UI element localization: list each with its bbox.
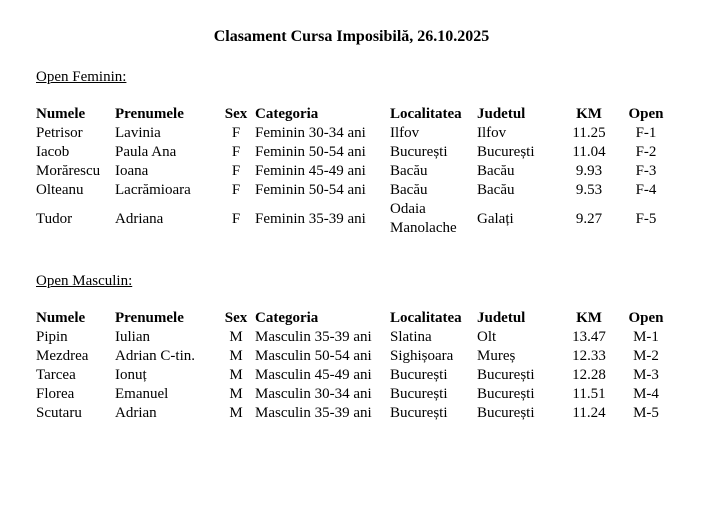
cell-sex: M	[229, 367, 243, 383]
cell-categoria: Feminin 50-54 ani	[255, 182, 366, 198]
column-header-localitatea: Localitatea	[390, 310, 462, 326]
cell-prenumele: Ioana	[115, 163, 149, 179]
section-open-feminin	[0, 69, 703, 238]
column-header-localitatea: Localitatea	[390, 106, 462, 122]
results-table-masculin	[36, 309, 678, 423]
table-row	[36, 347, 678, 366]
cell-localitatea: Sighișoara	[390, 348, 454, 364]
cell-open: F-3	[635, 163, 657, 179]
cell-numele: Petrisor	[36, 125, 83, 141]
cell-categoria: Masculin 30-34 ani	[255, 386, 372, 402]
results-table-feminin	[36, 105, 678, 238]
cell-open: M-4	[633, 386, 659, 402]
cell-sex: F	[231, 163, 241, 179]
cell-km: 9.93	[575, 163, 603, 179]
cell-sex: F	[231, 125, 241, 141]
cell-km: 11.24	[572, 405, 606, 421]
cell-prenumele: Ionuț	[115, 367, 147, 383]
cell-localitatea: București	[390, 405, 448, 421]
cell-categoria: Masculin 35-39 ani	[255, 405, 372, 421]
cell-open: M-3	[633, 367, 659, 383]
cell-numele: Pipin	[36, 329, 68, 345]
cell-judetul: Ilfov	[477, 125, 507, 141]
column-header-open: Open	[628, 310, 664, 326]
cell-judetul: București	[477, 367, 535, 383]
cell-categoria: Masculin 50-54 ani	[255, 348, 372, 364]
cell-prenumele: Iulian	[115, 329, 150, 345]
cell-sex: M	[229, 386, 243, 402]
cell-numele: Olteanu	[36, 182, 84, 198]
cell-open: F-5	[635, 210, 657, 227]
cell-km: 11.04	[572, 144, 606, 160]
cell-judetul: Galați	[477, 210, 514, 227]
cell-localitatea: București	[390, 386, 448, 402]
cell-categoria: Feminin 30-34 ani	[255, 125, 366, 141]
cell-numele: Iacob	[36, 144, 70, 160]
cell-localitatea: Odaia Manolache	[390, 201, 457, 236]
cell-km: 12.33	[572, 348, 606, 364]
cell-prenumele: Lacrămioara	[115, 182, 191, 198]
cell-sex: F	[231, 182, 241, 198]
table-row	[36, 404, 678, 423]
cell-judetul: Bacău	[477, 163, 515, 179]
cell-judetul: București	[477, 386, 535, 402]
cell-numele: Scutaru	[36, 405, 82, 421]
cell-categoria: Feminin 35-39 ani	[255, 210, 366, 227]
page-title: Clasament Cursa Imposibilă, 26.10.2025	[213, 28, 490, 45]
header-row	[36, 105, 678, 124]
cell-prenumele: Adriana	[115, 210, 164, 227]
cell-localitatea: București	[390, 144, 448, 160]
column-header-km: KM	[576, 106, 602, 122]
cell-numele: Morărescu	[36, 163, 101, 179]
cell-km: 9.27	[575, 210, 603, 227]
column-header-sex: Sex	[224, 106, 248, 122]
cell-judetul: București	[477, 144, 535, 160]
cell-open: M-1	[633, 329, 659, 345]
column-header-categoria: Categoria	[255, 310, 319, 326]
cell-categoria: Masculin 45-49 ani	[255, 367, 372, 383]
column-header-open: Open	[628, 106, 664, 122]
cell-sex: F	[231, 210, 241, 227]
column-header-numele: Numele	[36, 310, 86, 326]
cell-prenumele: Emanuel	[115, 386, 169, 402]
column-header-sex: Sex	[224, 310, 248, 326]
column-header-numele: Numele	[36, 106, 86, 122]
cell-sex: F	[231, 144, 241, 160]
cell-judetul: Mureș	[477, 348, 516, 364]
cell-km: 9.53	[575, 182, 603, 198]
cell-judetul: Olt	[477, 329, 497, 345]
table-row	[36, 124, 678, 143]
header-row	[36, 309, 678, 328]
cell-localitatea: București	[390, 367, 448, 383]
cell-numele: Mezdrea	[36, 348, 89, 364]
column-header-categoria: Categoria	[255, 106, 319, 122]
table-row	[36, 385, 678, 404]
cell-km: 11.25	[572, 125, 606, 141]
cell-km: 11.51	[572, 386, 606, 402]
cell-sex: M	[229, 329, 243, 345]
section-label-feminin: Open Feminin:	[36, 69, 127, 85]
cell-km: 12.28	[572, 367, 606, 383]
cell-categoria: Feminin 45-49 ani	[255, 163, 366, 179]
column-header-prenumele: Prenumele	[115, 106, 184, 122]
cell-open: F-1	[635, 125, 657, 141]
cell-sex: M	[229, 348, 243, 364]
cell-open: M-5	[633, 405, 659, 421]
section-label-masculin: Open Masculin:	[36, 273, 133, 289]
cell-categoria: Feminin 50-54 ani	[255, 144, 366, 160]
cell-open: M-2	[633, 348, 659, 364]
table-row	[36, 181, 678, 200]
cell-km: 13.47	[572, 329, 606, 345]
cell-judetul: Bacău	[477, 182, 515, 198]
cell-open: F-2	[635, 144, 657, 160]
cell-judetul: București	[477, 405, 535, 421]
column-header-judetul: Judetul	[477, 106, 526, 122]
cell-localitatea: Ilfov	[390, 125, 420, 141]
table-row	[36, 143, 678, 162]
cell-prenumele: Adrian C-tin.	[115, 348, 195, 364]
table-row	[36, 366, 678, 385]
cell-numele: Tudor	[36, 210, 73, 227]
cell-prenumele: Paula Ana	[115, 144, 177, 160]
cell-localitatea: Bacău	[390, 182, 428, 198]
cell-numele: Florea	[36, 386, 75, 402]
cell-prenumele: Adrian	[115, 405, 157, 421]
cell-prenumele: Lavinia	[115, 125, 161, 141]
section-open-masculin	[0, 273, 703, 423]
cell-open: F-4	[635, 182, 657, 198]
column-header-prenumele: Prenumele	[115, 310, 184, 326]
column-header-km: KM	[576, 310, 602, 326]
column-header-judetul: Judetul	[477, 310, 526, 326]
cell-categoria: Masculin 35-39 ani	[255, 329, 372, 345]
cell-sex: M	[229, 405, 243, 421]
table-row	[36, 162, 678, 181]
table-row	[36, 200, 678, 238]
cell-localitatea: Slatina	[390, 329, 432, 345]
cell-numele: Tarcea	[36, 367, 76, 383]
cell-localitatea: Bacău	[390, 163, 428, 179]
table-row	[36, 328, 678, 347]
